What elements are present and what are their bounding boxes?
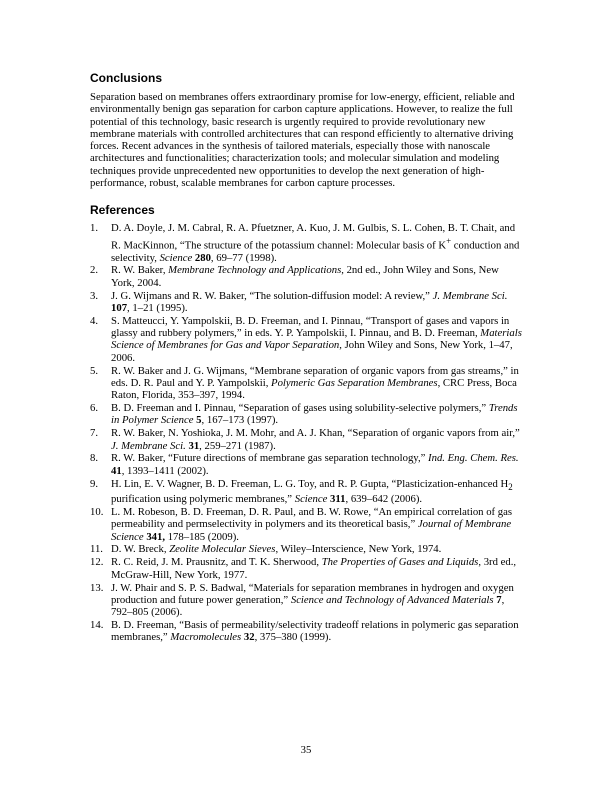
reference-text-part: Trends in Polymer Science [111,402,518,427]
reference-text-part: S. Matteucci, Y. Yampolskii, B. D. Freeman, and I. Pinnau, “Transport of gases and vapors in glassy and rubbery polymers,” in eds. Y. P. Yampolskii, I. Pinnau, and B. D. Freeman, [111,314,510,340]
reference-text-part: Journal of Membrane Science [111,518,512,543]
reference-text-part: D. W. Breck, [111,543,170,556]
reference-text-part: Science and Technology of Advanced Materials [290,593,494,606]
reference-text-part: , 2nd ed., John Wiley and Sons, New York, 2004. [111,264,499,289]
reference-item [90,264,522,289]
reference-text-part: 31 [188,439,200,452]
reference-text-part: Zeolite Molecular Sieves [169,543,276,556]
reference-text-part: 32 [243,631,255,644]
reference-text-part: + [446,235,452,246]
reference-text-part: 2 [508,481,513,492]
reference-text-part: R. W. Baker, “Future directions of membrane gas separation technology,” [111,452,429,465]
reference-text-part: B. D. Freeman, “Basis of permeability/selectivity tradeoff relations in polymeric gas separation membranes,” [111,619,519,644]
reference-text-part: Science [159,251,193,264]
reference-text-part: , 1393–1411 (2002). [121,464,209,477]
reference-number: 13. [90,581,104,594]
reference-text [111,365,522,402]
reference-text [111,506,522,543]
reference-item [90,478,522,506]
reference-text-part: R. W. Baker, N. Yoshioka, J. M. Mohr, and A. J. Khan, “Separation of organic vapors from air,” [111,427,520,440]
reference-text [111,402,522,427]
reference-text-part: , 792–805 (2006). [111,593,505,619]
reference-number: 6. [90,402,99,415]
reference-text-part: , John Wiley and Sons, New York, 1–47, 2006. [111,339,513,364]
reference-text-part: , 639–642 (2006). [345,493,423,506]
reference-text-part: B. D. Freeman and I. Pinnau, “Separation of gases using solubility-selective polymers,” [111,402,489,415]
reference-text-part: J. W. Phair and S. P. S. Badwal, “Materials for separation membranes in hydrogen and oxygen production and future power generation,” [111,581,514,606]
reference-item [90,222,522,263]
reference-text-part: 5 [196,414,202,427]
reference-text [111,478,522,506]
page-number: 35 [300,744,312,756]
reference-text-part: 7 [496,593,502,606]
reference-text-part: J. G. Wijmans and R. W. Baker, “The solution-diffusion model: A review,” [111,289,433,302]
reference-text-part: , 69–77 (1998). [210,251,277,264]
reference-text-part: H. Lin, E. V. Wagner, B. D. Freeman, L. G. Toy, and R. P. Gupta, “Plasticization-enhanced H [111,477,509,490]
reference-text-part: D. A. Doyle, J. M. Cabral, R. A. Pfuetzner, A. Kuo, J. M. Gulbis, S. L. Cohen, B. T. Chait, and R. MacKinnon, “The structure of the potassium channel: Molecular basis of K [111,222,516,252]
reference-text-part: , Wiley–Interscience, New York, 1974. [275,543,442,556]
reference-text-part: , 375–380 (1999). [254,631,332,644]
reference-text-part: 107 [111,301,128,314]
reference-text-part: Membrane Technology and Applications [168,264,342,277]
reference-text-part: , 167–173 (1997). [201,414,279,427]
reference-number: 14. [90,619,104,631]
reference-text-part: R. C. Reid, J. M. Prausnitz, and T. K. Sherwood, [111,556,322,569]
reference-item [90,556,522,581]
reference-text-part: Macromolecules [170,631,242,644]
reference-text-part: 341, [146,530,166,543]
references-heading: References [90,203,155,218]
page-content [90,71,522,644]
reference-text-part: L. M. Robeson, B. D. Freeman, D. R. Paul, and B. W. Rowe, “An empirical correlation of gas permeability and permselectivity in polymers and its theoretical basis,” [111,505,513,531]
reference-text [111,290,522,315]
reference-item [90,619,522,644]
reference-text [111,427,522,452]
reference-text [111,222,522,263]
reference-text-part: R. W. Baker and J. G. Wijmans, “Membrane separation of organic vapors from gas streams,” in eds. D. R. Paul and Y. P. Yampolskii, [111,364,519,389]
references-list [90,222,522,643]
reference-item [90,290,522,315]
reference-text [111,543,522,555]
reference-item [90,402,522,427]
reference-text [111,315,522,364]
reference-item [90,543,522,555]
reference-item [90,582,522,619]
reference-text-part: J. Membrane Sci. [432,289,508,302]
reference-text-part: Polymeric Gas Separation Membranes [271,376,438,389]
reference-number: 9. [90,477,99,490]
reference-number: 2. [90,264,99,277]
reference-item [90,452,522,477]
reference-number: 12. [90,556,104,569]
reference-text-part: J. Membrane Sci. [111,439,186,452]
reference-number: 8. [90,452,99,465]
reference-number: 1. [90,222,99,235]
reference-text-part: 178–185 (2009). [165,530,239,543]
reference-text-part: , 1–21 (1995). [127,301,188,314]
reference-text-part: 311 [330,493,346,506]
conclusions-heading: Conclusions [90,71,163,85]
reference-number: 5. [90,364,99,377]
reference-number: 10. [90,505,104,518]
reference-item [90,365,522,402]
reference-item [90,506,522,543]
reference-number: 4. [90,314,99,327]
reference-number: 7. [90,427,99,440]
reference-text [111,582,522,619]
reference-number: 11. [90,543,103,556]
reference-text-part: Ind. Eng. Chem. Res. [428,452,519,465]
reference-text-part: conduction and selectivity, [111,239,520,264]
reference-item [90,315,522,364]
reference-text-part: purification using polymeric membranes,” [111,493,295,506]
reference-text-part: R. W. Baker, [111,264,169,277]
conclusions-paragraph: Separation based on membranes offers extraordinary promise for low-energy, efficient, reliable and environmentally benign gas separation for carbon capture applications. However, to realize the full potential of this technology, basic research is urgently required to provide revolutionary new membrane materials with controlled architectures that can respond efficiently to alternative driving forces. Recent advances in the synthesis of tailored materials, especially those with nanoscale architectures and functionalities; characterization tools; and molecular simulation and modeling techniques provide unprecedented new opportunities to develop the next generation of high-performance, robust, scalable membranes for carbon capture processes. [90,91,515,190]
reference-text-part: , 3rd ed., McGraw-Hill, New York, 1977. [111,556,517,581]
reference-text-part: , CRC Press, Boca Raton, Florida, 353–397, 1994. [111,376,517,402]
reference-number: 3. [90,289,99,302]
reference-text-part: 280 [194,251,211,264]
reference-text [111,556,522,581]
reference-text-part: 41 [111,464,122,477]
reference-text-part: Science [294,493,328,506]
reference-text-part: , 259–271 (1987). [199,439,276,452]
reference-text [111,264,522,289]
reference-text [111,619,522,644]
reference-text-part: Materials Science of Membranes for Gas and Vapor Separation [111,327,522,352]
reference-text [111,452,522,477]
reference-item [90,427,522,452]
reference-text-part: The Properties of Gases and Liquids [321,556,479,569]
